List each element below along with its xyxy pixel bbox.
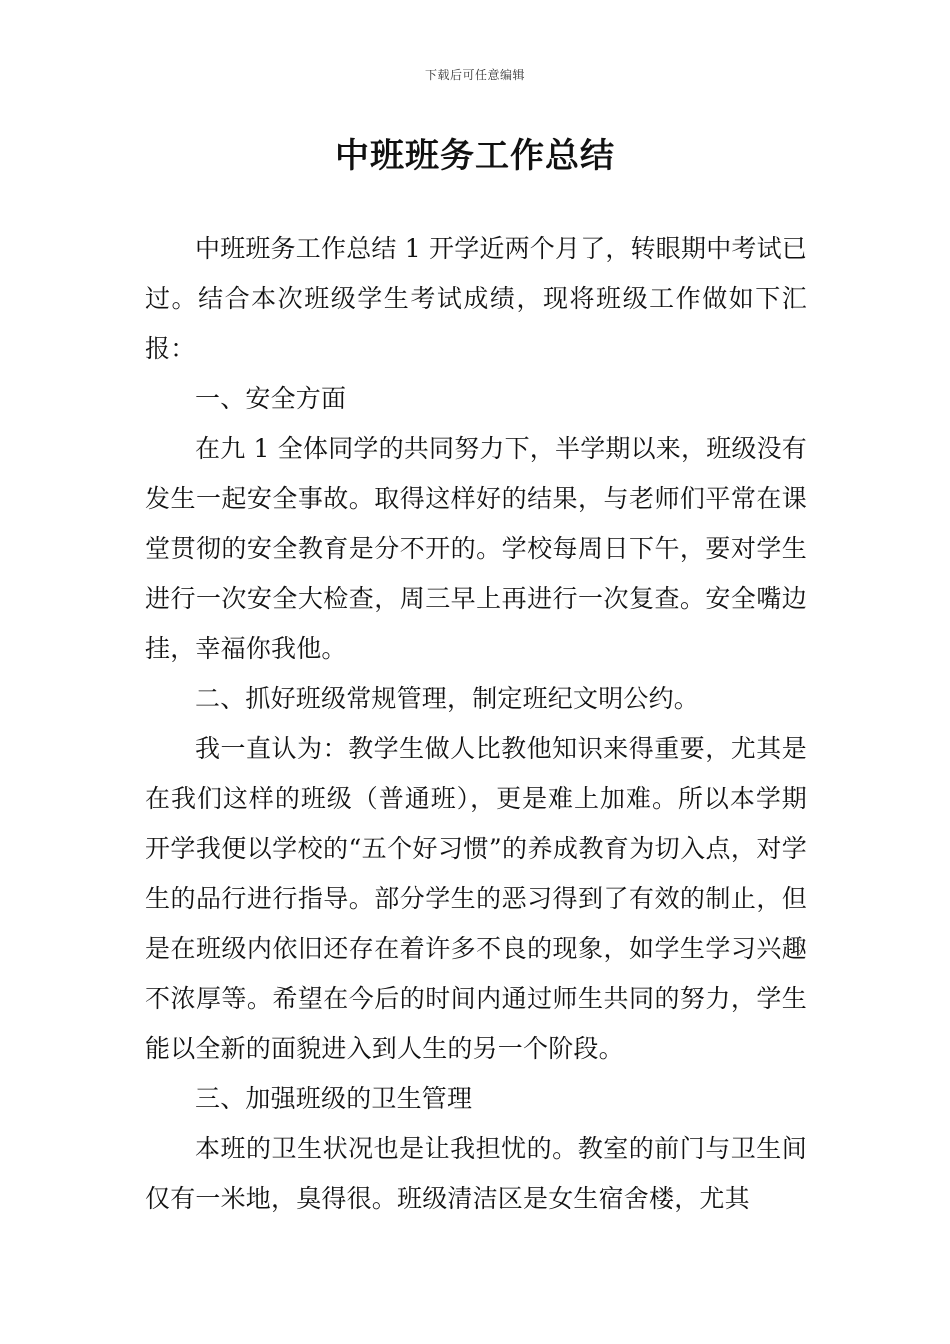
section-heading-hygiene: 三、加强班级的卫生管理 bbox=[195, 1084, 473, 1113]
paragraph-intro: 中班班务工作总结 1 开学近两个月了，转眼期中考试已过。结合本次班级学生考试成绩，现将班级工作做如下汇报： bbox=[145, 234, 808, 363]
paragraph-routine-management: 我一直认为：教学生做人比教他知识来得重要，尤其是在我们这样的班级（普通班），更是难上加难。所以本学期开学我便以学校的“五个好习惯”的养成教育为切入点，对学生的品行进行指导。部分学生的恶习得到了有效的制止，但是在班级内依旧还存在着许多不良的现象，如学生学习兴趣不浓厚等。希望在今后的时间内通过师生共同的努力，学生能以全新的面貌进入到人生的另一个阶段。 bbox=[145, 734, 807, 1063]
document-title: 中班班务工作总结 bbox=[335, 136, 615, 176]
document-body bbox=[145, 224, 807, 1224]
section-heading-safety: 一、安全方面 bbox=[195, 384, 347, 413]
section-heading-routine-management: 二、抓好班级常规管理，制定班纪文明公约。 bbox=[195, 684, 700, 713]
paragraph-hygiene: 本班的卫生状况也是让我担忧的。教室的前门与卫生间仅有一米地，臭得很。班级清洁区是女生宿舍楼，尤其 bbox=[145, 1134, 807, 1213]
page-header-note: 下载后可任意编辑 bbox=[424, 68, 525, 82]
paragraph-safety: 在九 1 全体同学的共同努力下，半学期以来，班级没有发生一起安全事故。取得这样好的结果，与老师们平常在课堂贯彻的安全教育是分不开的。学校每周日下午，要对学生进行一次安全大检查，周三早上再进行一次复查。安全嘴边挂，幸福你我他。 bbox=[145, 434, 808, 663]
